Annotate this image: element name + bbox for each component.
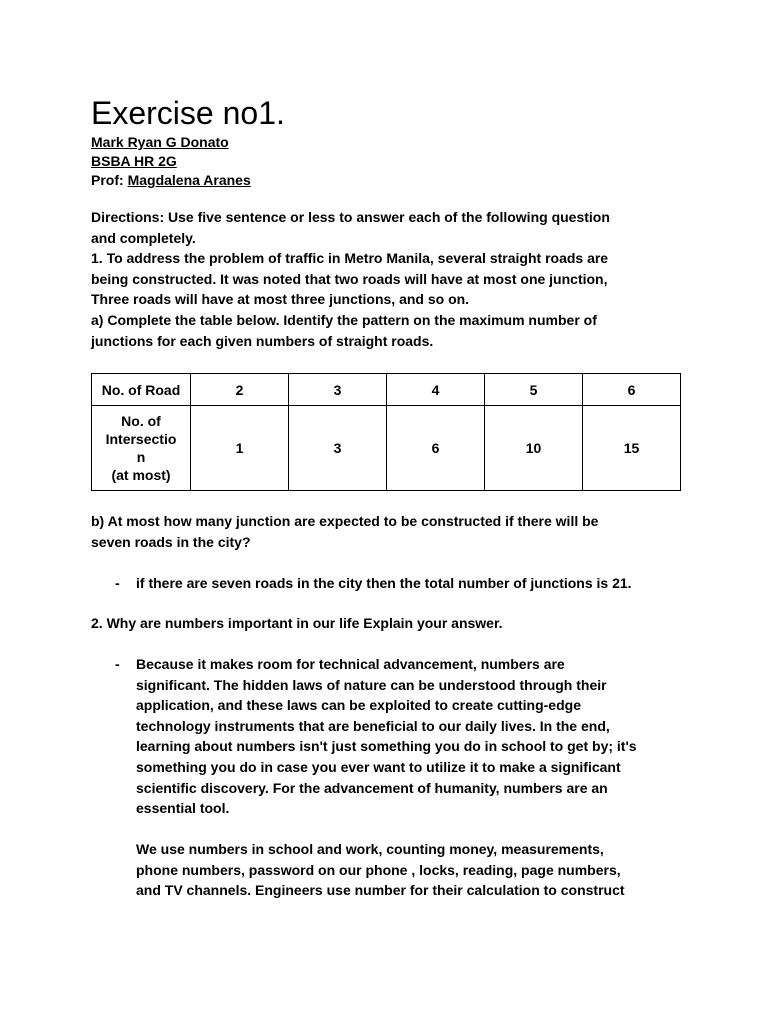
text-line: 1. To address the problem of traffic in Metro Manila, several straight roads are: [91, 250, 609, 267]
text-line: Directions: Use five sentence or less to answer each of the following question: [91, 209, 610, 225]
table-cell: 2: [191, 374, 289, 406]
prof-name: Magdalena Aranes: [127, 172, 251, 188]
student-name: Mark Ryan G Donato: [91, 134, 229, 150]
table-cell: 5: [485, 374, 583, 406]
text-line: junctions for each given numbers of straight roads.: [91, 332, 434, 349]
answer-2-paragraph-1: [136, 654, 676, 819]
text-line: and TV channels. Engineers use number for their calculation to construct: [136, 882, 625, 899]
text-line: b) At most how many junction are expected to be constructed if there will be: [91, 513, 599, 529]
junctions-table: [91, 373, 681, 491]
directions: [91, 207, 691, 351]
text-line: a) Complete the table below. Identify the pattern on the maximum number of: [91, 311, 597, 328]
text-line: essential tool.: [136, 800, 230, 817]
table-cell: 6: [387, 406, 485, 491]
text-line: phone numbers, password on our phone , locks, reading, page numbers,: [136, 861, 621, 878]
header-line: Intersectio: [105, 431, 177, 447]
header-line: (at most): [111, 467, 171, 483]
table-cell: 15: [583, 406, 681, 491]
text-line: Because it makes room for technical advancement, numbers are: [136, 656, 565, 672]
text-line: scientific discovery. For the advancement of humanity, numbers are an: [136, 779, 608, 796]
student-info: [91, 133, 251, 190]
text-line: Three roads will have at most three junctions, and so on.: [91, 291, 470, 308]
bullet-dash: -: [115, 656, 120, 672]
text-line: We use numbers in school and work, counting money, measurements,: [136, 841, 604, 857]
table-cell: 10: [485, 406, 583, 491]
text-line: technology instruments that are beneficial to our daily lives. In the end,: [136, 717, 610, 734]
student-section: BSBA HR 2G: [91, 153, 177, 169]
text-line: application, and these laws can be exploited to create cutting-edge: [136, 697, 581, 714]
question-2: 2. Why are numbers important in our life Explain your answer.: [91, 615, 503, 631]
header-line: n: [136, 449, 146, 465]
text-line: being constructed. It was noted that two roads will have at most one junction,: [91, 270, 608, 287]
question-1b: [91, 511, 691, 552]
text-line: and completely.: [91, 229, 196, 246]
table-cell: 3: [289, 406, 387, 491]
table-header-cell: No. of Road: [92, 374, 191, 406]
table-cell: 4: [387, 374, 485, 406]
text-line: seven roads in the city?: [91, 533, 251, 550]
text-line: something you do in case you ever want to utilize it to make a significant: [136, 758, 621, 775]
table-cell: 6: [583, 374, 681, 406]
header-line: No. of: [121, 413, 161, 429]
bullet-dash: -: [115, 575, 120, 591]
page-title: Exercise no1.: [91, 95, 285, 131]
table-cell: 1: [191, 406, 289, 491]
text-line: learning about numbers isn't just something you do in school to get by; it's: [136, 738, 637, 755]
table-row: [92, 406, 681, 491]
text-line: significant. The hidden laws of nature can be understood through their: [136, 676, 607, 693]
answer-2-paragraph-2: [136, 839, 676, 901]
table-header-cell: [92, 406, 191, 491]
table-row: [92, 374, 681, 406]
answer-1b: if there are seven roads in the city then the total number of junctions is 21.: [136, 575, 632, 591]
prof-label: Prof:: [91, 172, 124, 188]
table-cell: 3: [289, 374, 387, 406]
